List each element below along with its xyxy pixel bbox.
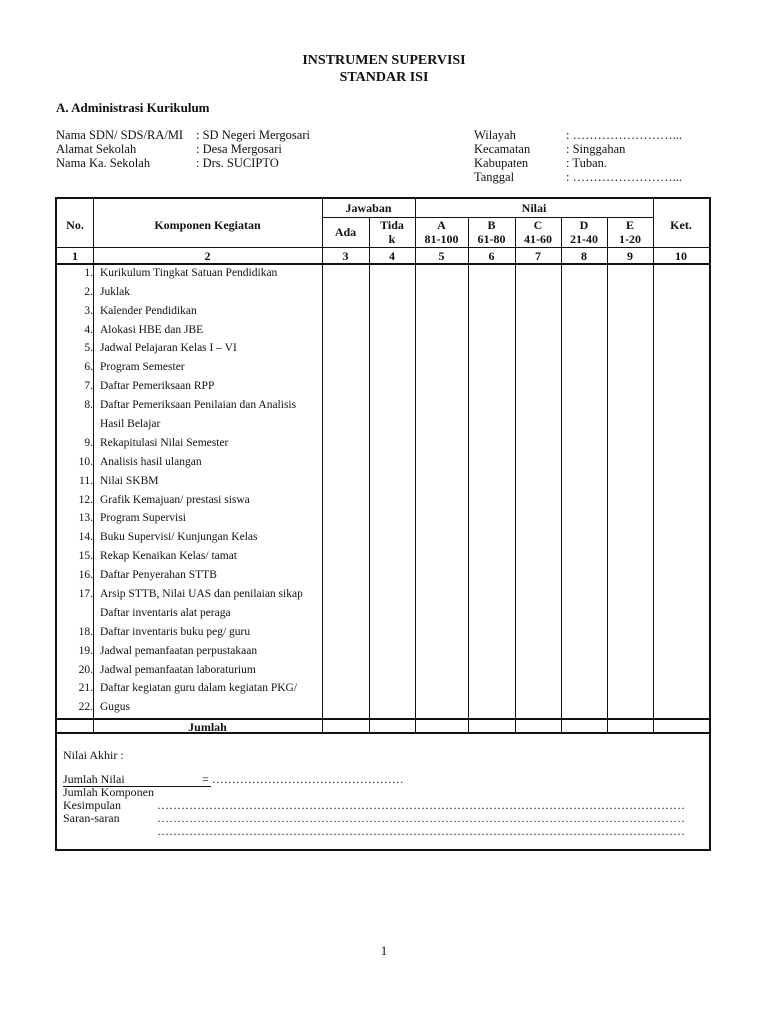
header-grade-d <box>561 218 607 246</box>
row-text: Daftar inventaris alat peraga <box>100 607 231 619</box>
row-text: Rekap Kenaikan Kelas/ tamat <box>100 550 237 562</box>
row-number: 21. <box>78 682 93 694</box>
info-value: : Tuban. <box>566 156 607 170</box>
table-divider <box>322 199 323 734</box>
row-text: Program Semester <box>100 361 185 373</box>
column-number: 5 <box>438 249 445 263</box>
row-text: Gugus <box>100 701 131 713</box>
row-number: 7. <box>84 380 93 392</box>
jumlah-label: Jumlah <box>188 720 227 734</box>
row-number: 5. <box>84 342 93 354</box>
info-value: : ……………………... <box>566 170 682 184</box>
info-label: Tanggal <box>474 170 515 184</box>
row-number: 18. <box>78 626 93 638</box>
table-divider <box>57 247 709 248</box>
row-number: 16. <box>78 569 93 581</box>
info-label: Kabupaten <box>474 156 529 170</box>
column-number: 9 <box>627 249 633 263</box>
document-subtitle: STANDAR ISI <box>339 70 429 85</box>
summary-box <box>55 733 711 851</box>
jumlah-nilai-equals: = ………………………………………… <box>202 772 404 786</box>
document-title: INSTRUMEN SUPERVISI <box>302 53 466 68</box>
jumlah-komponen-label: Jumlah Komponen <box>63 785 154 799</box>
row-number: 20. <box>78 664 93 676</box>
nilai-akhir-label: Nilai Akhir : <box>63 748 124 762</box>
row-number: 11. <box>79 475 93 487</box>
saran-dots: …………………………………………………………………………………………………………………… <box>157 811 685 825</box>
row-text: Arsip STTB, Nilai UAS dan penilaian sikap <box>100 588 303 600</box>
grade-letter: A <box>437 218 446 232</box>
header-nilai: Nilai <box>521 201 547 215</box>
row-text: Jadwal pemanfaatan perpustakaan <box>100 645 258 657</box>
header-komponen: Komponen Kegiatan <box>154 218 261 232</box>
column-number: 3 <box>342 249 349 263</box>
info-label: Wilayah <box>474 128 516 142</box>
row-text: Jadwal Pelajaran Kelas I – VI <box>100 342 237 354</box>
table-divider <box>57 263 709 265</box>
section-heading: A. Administrasi Kurikulum <box>56 100 210 115</box>
row-text: Buku Supervisi/ Kunjungan Kelas <box>100 531 258 543</box>
table-divider <box>561 217 562 734</box>
row-number: 4. <box>84 324 93 336</box>
header-grade-a <box>415 218 468 246</box>
grade-letter: C <box>533 218 543 232</box>
header-tidak <box>369 218 415 246</box>
header-grade-b <box>468 218 515 246</box>
row-number: 15. <box>78 550 93 562</box>
row-number: 19. <box>78 645 93 657</box>
row-number: 12. <box>78 494 93 506</box>
row-text: Kurikulum Tingkat Satuan Pendidikan <box>100 267 278 279</box>
row-number: 2. <box>84 286 93 298</box>
row-text: Kalender Pendidikan <box>100 305 197 317</box>
row-number: 10. <box>78 456 93 468</box>
column-number: 7 <box>535 249 541 263</box>
info-left-labels <box>56 128 196 170</box>
info-label: Nama SDN/ SDS/RA/MI <box>56 128 184 142</box>
row-text: Hasil Belajar <box>100 418 161 430</box>
row-number: 6. <box>84 361 93 373</box>
kesimpulan-label: Kesimpulan <box>63 798 121 812</box>
saran-label: Saran-saran <box>63 811 120 825</box>
info-value: : Drs. SUCIPTO <box>196 156 279 170</box>
header-jawaban: Jawaban <box>345 201 392 215</box>
info-label: Alamat Sekolah <box>56 142 137 156</box>
row-number: 3. <box>84 305 93 317</box>
column-number: 8 <box>581 249 587 263</box>
page-number: 1 <box>380 943 388 958</box>
header-grade-c <box>515 218 561 246</box>
row-number: 17. <box>78 588 93 600</box>
grade-range: 1-20 <box>619 232 641 246</box>
header-tidak-line1: Tida <box>380 218 404 232</box>
row-text: Jadwal pemanfaatan laboraturium <box>100 664 256 676</box>
table-divider <box>93 199 94 734</box>
row-number: 9. <box>84 437 93 449</box>
grade-range: 81-100 <box>424 232 459 246</box>
grade-letter: B <box>487 218 496 232</box>
grade-range: 61-80 <box>477 232 506 246</box>
info-right-labels <box>474 128 564 184</box>
grade-letter: D <box>579 218 589 232</box>
header-no: No. <box>66 218 84 232</box>
grade-range: 41-60 <box>524 232 552 246</box>
row-text: Daftar Penyerahan STTB <box>100 569 217 581</box>
row-text: Analisis hasil ulangan <box>100 456 202 468</box>
row-text: Nilai SKBM <box>100 475 159 487</box>
table-divider <box>653 199 654 734</box>
info-value: : ……………………... <box>566 128 682 142</box>
column-number: 1 <box>72 249 78 263</box>
row-text: Alokasi HBE dan JBE <box>100 324 204 336</box>
grade-range: 21-40 <box>570 232 598 246</box>
row-number: 13. <box>78 512 93 524</box>
saran-dots: …………………………………………………………………………………………………………………… <box>157 824 685 838</box>
row-text: Juklak <box>100 286 131 298</box>
info-value: : SD Negeri Mergosari <box>196 128 310 142</box>
info-label: Kecamatan <box>474 142 531 156</box>
grade-letter: E <box>625 218 634 232</box>
row-number: 8. <box>84 399 93 411</box>
row-text: Daftar kegiatan guru dalam kegiatan PKG/ <box>100 682 298 694</box>
row-text: Grafik Kemajuan/ prestasi siswa <box>100 494 250 506</box>
table-divider <box>607 217 608 734</box>
table-divider <box>515 217 516 734</box>
supervision-table <box>55 197 711 734</box>
info-right-values <box>566 128 706 184</box>
kesimpulan-dots: …………………………………………………………………………………………………………………… <box>157 798 685 812</box>
info-left-values <box>196 128 436 170</box>
info-value: : Singgahan <box>566 142 626 156</box>
table-divider <box>468 217 469 734</box>
header-ada: Ada <box>334 225 357 239</box>
jumlah-nilai-label: Jumlah Nilai <box>63 773 211 787</box>
row-number: 14. <box>78 531 93 543</box>
row-text: Daftar Pemeriksaan Penilaian dan Analisis <box>100 399 297 411</box>
header-tidak-line2: k <box>388 232 396 246</box>
table-divider <box>415 199 416 734</box>
table-divider <box>369 217 370 734</box>
column-number: 10 <box>675 249 687 263</box>
info-label: Nama Ka. Sekolah <box>56 156 151 170</box>
info-value: : Desa Mergosari <box>196 142 282 156</box>
header-grade-e <box>607 218 653 246</box>
column-number: 6 <box>488 249 495 263</box>
row-text: Rekapitulasi Nilai Semester <box>100 437 229 449</box>
column-number: 2 <box>204 249 211 263</box>
row-number: 22. <box>78 701 93 713</box>
row-number: 1. <box>84 267 93 279</box>
row-text: Program Supervisi <box>100 512 186 524</box>
header-ket: Ket. <box>670 218 692 232</box>
row-text: Daftar inventaris buku peg/ guru <box>100 626 251 638</box>
column-number: 4 <box>389 249 395 263</box>
row-text: Daftar Pemeriksaan RPP <box>100 380 215 392</box>
